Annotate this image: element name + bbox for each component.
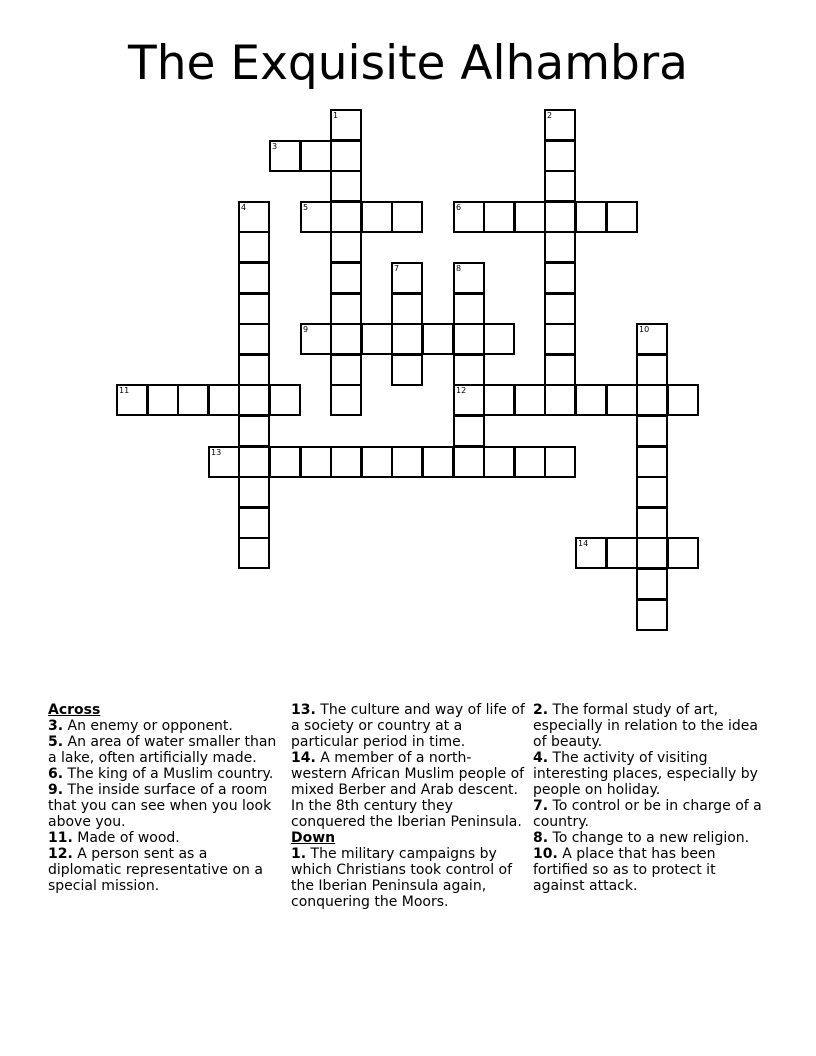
clue-text: The culture and way of life of a society or country at a particular period in time. bbox=[291, 702, 525, 750]
grid-cell[interactable] bbox=[238, 384, 270, 416]
clue-down-1 bbox=[291, 846, 527, 910]
grid-cell[interactable] bbox=[391, 354, 423, 386]
clue-text: To change to a new religion. bbox=[552, 830, 750, 846]
grid-cell[interactable] bbox=[667, 384, 699, 416]
clue-down-10 bbox=[533, 846, 769, 894]
grid-cell[interactable] bbox=[391, 201, 423, 233]
clue-text: Made of wood. bbox=[77, 830, 180, 846]
grid-cell[interactable] bbox=[238, 354, 270, 386]
cell-number: 6 bbox=[456, 203, 462, 212]
cell-number: 4 bbox=[241, 203, 247, 212]
grid-cell[interactable] bbox=[544, 446, 576, 478]
grid-cell[interactable] bbox=[238, 231, 270, 263]
grid-cell[interactable] bbox=[636, 537, 668, 569]
grid-cell[interactable] bbox=[238, 415, 270, 447]
cell-number: 14 bbox=[578, 539, 589, 548]
grid-cell[interactable] bbox=[208, 384, 240, 416]
clue-text: The inside surface of a room that you can see when you look above you. bbox=[48, 782, 272, 830]
grid-cell[interactable] bbox=[453, 384, 485, 416]
grid-cell[interactable] bbox=[300, 201, 332, 233]
grid-cell[interactable] bbox=[636, 415, 668, 447]
clues-column-2 bbox=[291, 702, 527, 910]
grid-cell[interactable] bbox=[514, 384, 546, 416]
clue-number: 9. bbox=[48, 782, 64, 798]
clue-text: A place that has been fortified so as to protect it against attack. bbox=[533, 846, 716, 894]
clue-across-14 bbox=[291, 750, 527, 830]
grid-cell[interactable] bbox=[330, 109, 362, 141]
grid-cell[interactable] bbox=[391, 323, 423, 355]
cell-number: 5 bbox=[303, 203, 309, 212]
clue-number: 13. bbox=[291, 702, 316, 718]
grid-cell[interactable] bbox=[147, 384, 179, 416]
grid-cell[interactable] bbox=[238, 293, 270, 325]
grid-cell[interactable] bbox=[575, 201, 607, 233]
clue-across-5 bbox=[48, 734, 278, 766]
grid-cell[interactable] bbox=[330, 170, 362, 202]
grid-cell[interactable] bbox=[575, 537, 607, 569]
clue-text: An enemy or opponent. bbox=[67, 718, 233, 734]
grid-cell[interactable] bbox=[330, 446, 362, 478]
grid-cell[interactable] bbox=[514, 201, 546, 233]
clue-across-13 bbox=[291, 702, 527, 750]
grid-cell[interactable] bbox=[238, 201, 270, 233]
grid-cell[interactable] bbox=[544, 293, 576, 325]
clues-column-1 bbox=[48, 702, 278, 894]
grid-cell[interactable] bbox=[300, 446, 332, 478]
clue-across-6 bbox=[48, 766, 278, 782]
across-heading: Across bbox=[48, 702, 101, 718]
clues-column-3 bbox=[533, 702, 769, 894]
grid-cell[interactable] bbox=[483, 201, 515, 233]
grid-cell[interactable] bbox=[116, 384, 148, 416]
grid-cell[interactable] bbox=[391, 262, 423, 294]
grid-cell[interactable] bbox=[667, 537, 699, 569]
grid-cell[interactable] bbox=[330, 293, 362, 325]
grid-cell[interactable] bbox=[330, 354, 362, 386]
grid-cell[interactable] bbox=[300, 323, 332, 355]
grid-cell[interactable] bbox=[453, 354, 485, 386]
cell-number: 9 bbox=[303, 325, 309, 334]
clue-number: 2. bbox=[533, 702, 549, 718]
grid-cell[interactable] bbox=[483, 323, 515, 355]
grid-cell[interactable] bbox=[238, 507, 270, 539]
grid-cell[interactable] bbox=[453, 201, 485, 233]
grid-cell[interactable] bbox=[361, 446, 393, 478]
grid-cell[interactable] bbox=[636, 384, 668, 416]
grid-cell[interactable] bbox=[483, 384, 515, 416]
clue-number: 4. bbox=[533, 750, 549, 766]
grid-cell[interactable] bbox=[330, 262, 362, 294]
clue-across-11 bbox=[48, 830, 278, 846]
grid-cell[interactable] bbox=[238, 323, 270, 355]
clue-number: 3. bbox=[48, 718, 64, 734]
clue-text: The king of a Muslim country. bbox=[67, 766, 274, 782]
cell-number: 11 bbox=[119, 386, 130, 395]
puzzle-title: The Exquisite Alhambra bbox=[128, 36, 688, 91]
grid-cell[interactable] bbox=[391, 293, 423, 325]
clue-number: 14. bbox=[291, 750, 316, 766]
grid-cell[interactable] bbox=[636, 446, 668, 478]
clue-number: 12. bbox=[48, 846, 73, 862]
grid-cell[interactable] bbox=[514, 446, 546, 478]
cell-number: 10 bbox=[639, 325, 650, 334]
clue-across-3 bbox=[48, 718, 278, 734]
grid-cell[interactable] bbox=[238, 537, 270, 569]
grid-cell[interactable] bbox=[544, 109, 576, 141]
grid-cell[interactable] bbox=[453, 323, 485, 355]
grid-cell[interactable] bbox=[544, 201, 576, 233]
grid-cell[interactable] bbox=[636, 354, 668, 386]
grid-cell[interactable] bbox=[636, 323, 668, 355]
grid-cell[interactable] bbox=[606, 201, 638, 233]
grid-cell[interactable] bbox=[636, 476, 668, 508]
clue-across-9 bbox=[48, 782, 278, 830]
grid-cell[interactable] bbox=[636, 568, 668, 600]
grid-cell[interactable] bbox=[361, 323, 393, 355]
grid-cell[interactable] bbox=[544, 140, 576, 172]
cell-number: 2 bbox=[547, 111, 553, 120]
grid-cell[interactable] bbox=[606, 537, 638, 569]
grid-cell[interactable] bbox=[330, 384, 362, 416]
clue-down-2 bbox=[533, 702, 769, 750]
clue-down-7 bbox=[533, 798, 769, 830]
clue-number: 10. bbox=[533, 846, 558, 862]
grid-cell[interactable] bbox=[238, 446, 270, 478]
cell-number: 12 bbox=[456, 386, 467, 395]
clue-text: The formal study of art, especially in relation to the idea of beauty. bbox=[533, 702, 758, 750]
grid-cell[interactable] bbox=[208, 446, 240, 478]
grid-cell[interactable] bbox=[453, 446, 485, 478]
grid-cell[interactable] bbox=[544, 262, 576, 294]
clue-text: The activity of visiting interesting places, especially by people on holiday. bbox=[533, 750, 758, 798]
grid-cell[interactable] bbox=[544, 323, 576, 355]
cell-number: 3 bbox=[272, 142, 278, 151]
grid-cell[interactable] bbox=[269, 140, 301, 172]
grid-cell[interactable] bbox=[575, 384, 607, 416]
clue-down-8 bbox=[533, 830, 769, 846]
clue-text: A person sent as a diplomatic representative on a special mission. bbox=[48, 846, 263, 894]
grid-cell[interactable] bbox=[453, 262, 485, 294]
grid-cell[interactable] bbox=[361, 201, 393, 233]
clue-text: To control or be in charge of a country. bbox=[533, 798, 762, 830]
clue-across-12 bbox=[48, 846, 278, 894]
down-heading: Down bbox=[291, 830, 336, 846]
cell-number: 13 bbox=[211, 448, 222, 457]
grid-cell[interactable] bbox=[544, 354, 576, 386]
grid-cell[interactable] bbox=[544, 170, 576, 202]
clue-number: 11. bbox=[48, 830, 73, 846]
grid-cell[interactable] bbox=[422, 446, 454, 478]
grid-cell[interactable] bbox=[636, 599, 668, 631]
clue-number: 1. bbox=[291, 846, 307, 862]
grid-cell[interactable] bbox=[422, 323, 454, 355]
grid-cell[interactable] bbox=[269, 446, 301, 478]
grid-cell[interactable] bbox=[330, 231, 362, 263]
grid-cell[interactable] bbox=[606, 384, 638, 416]
clue-number: 6. bbox=[48, 766, 64, 782]
clue-text: An area of water smaller than a lake, often artificially made. bbox=[48, 734, 277, 766]
grid-cell[interactable] bbox=[238, 476, 270, 508]
grid-cell[interactable] bbox=[330, 201, 362, 233]
clue-text: The military campaigns by which Christians took control of the Iberian Peninsula again, conquering the Moors. bbox=[291, 846, 513, 910]
grid-cell[interactable] bbox=[453, 293, 485, 325]
cell-number: 7 bbox=[394, 264, 400, 273]
grid-cell[interactable] bbox=[391, 446, 423, 478]
clue-text: A member of a north-western African Muslim people of mixed Berber and Arab descent. In the 8th century they conquered the Iberian Peninsula. bbox=[291, 750, 525, 830]
grid-cell[interactable] bbox=[636, 507, 668, 539]
cell-number: 1 bbox=[333, 111, 339, 120]
clue-number: 8. bbox=[533, 830, 549, 846]
grid-cell[interactable] bbox=[483, 446, 515, 478]
grid-cell[interactable] bbox=[269, 384, 301, 416]
clue-number: 5. bbox=[48, 734, 64, 750]
grid-cell[interactable] bbox=[300, 140, 332, 172]
grid-cell[interactable] bbox=[330, 323, 362, 355]
clue-number: 7. bbox=[533, 798, 549, 814]
grid-cell[interactable] bbox=[330, 140, 362, 172]
grid-cell[interactable] bbox=[544, 384, 576, 416]
grid-cell[interactable] bbox=[544, 231, 576, 263]
grid-cell[interactable] bbox=[238, 262, 270, 294]
grid-cell[interactable] bbox=[177, 384, 209, 416]
clue-down-4 bbox=[533, 750, 769, 798]
cell-number: 8 bbox=[456, 264, 462, 273]
grid-cell[interactable] bbox=[453, 415, 485, 447]
